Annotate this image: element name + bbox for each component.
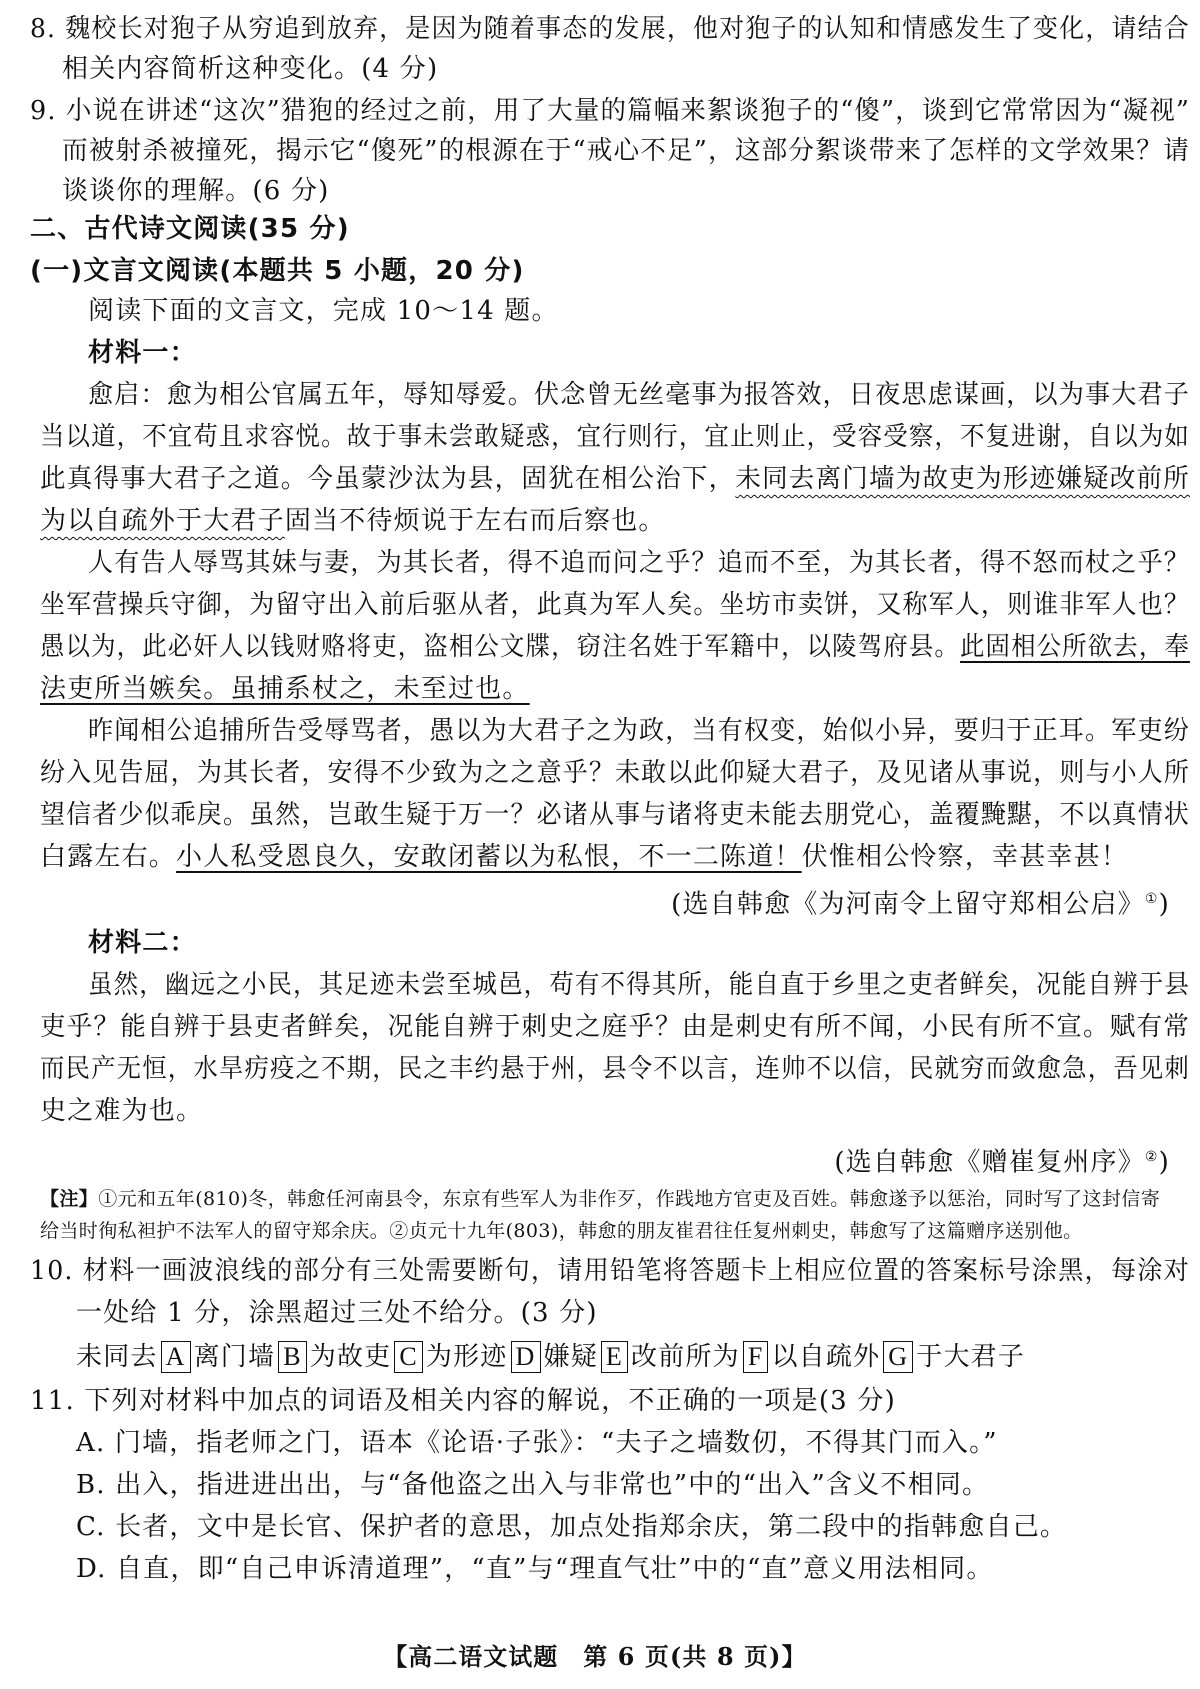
material-1-p1-line-1: 愈启：愈为相公官属五年，辱知辱爱。伏念曾无丝毫事为报答效，日夜思虑谋画，以为事大君子 [88,380,1190,410]
segment: 未同去 [76,1342,158,1372]
q10-answer-segments [76,1340,1025,1374]
material-1-p3-line-3: 望信者少似乖戾。虽然，岂敢生疑于万一？必诸从事与诸将吏未能去朋党心，盖覆黤黮，不以真情状 [40,800,1191,830]
note-label: 【注】 [40,1188,99,1210]
p3-line-4-plain-start: 白露左右。 [40,842,177,872]
answer-box-a[interactable]: A [161,1341,191,1373]
q10-line-2: 一处给 1 分，涂黑超过三处不给分。(3 分) [76,1298,598,1328]
wavy-underlined-passage-start: 未同去离门墙为故吏为形迹嫌疑改前所 [735,464,1190,494]
material-1-p2-line-1: 人有告人辱骂其妹与妻，为其长者，得不追而问之乎？追而不至，为其长者，得不怒而杖之乎？ [88,548,1190,578]
material-1-p1-line-2: 当以道，不宜苟且求容悦。故于事未尝敢疑惑，宜行则行，宜止则止，受容受察，不复进谢，自以为如 [40,422,1190,452]
note-text-1: ①元和五年(810)冬，韩愈任河南县令，东京有些军人为非作歹，作践地方官吏及百姓。韩愈遂予以惩治，同时写了这封信寄 [98,1188,1161,1210]
p2-line-3-plain: 愚以为，此必奸人以钱财赂将吏，盗相公文牒，窃注名姓于军籍中，以陵驾府县。 [40,632,960,662]
q11-option-d[interactable]: D. 自直，即“自己申诉清道理”，“直”与“理直气壮”中的“直”意义用法相同。 [76,1554,994,1584]
segment: 以自疏外 [771,1342,881,1372]
material-1-p3-line-2: 纷入见告屈，为其长者，安得不少致为之之意乎？未敢以此仰疑大君子，及见诸从事说，则与小人所 [40,758,1191,788]
note-line-2: 给当时徇私袒护不法军人的留守郑余庆。②贞元十九年(803)，韩愈的朋友崔君往任复州刺史，韩愈写了这篇赠序送别他。 [40,1220,1083,1242]
segment: 嫌疑 [543,1342,598,1372]
source-note-mark: ② [1144,1149,1159,1165]
underlined-sentence-1-start: 此固相公所欲去，奉 [959,632,1190,662]
material-2-line-4: 史之难为也。 [40,1096,204,1126]
q8-line-1: 8. 魏校长对狍子从穷追到放弃，是因为随着事态的发展，他对狍子的认知和情感发生了变化，请结合 [30,14,1190,44]
q11-option-c[interactable]: C. 长者，文中是长官、保护者的意思，加点处指郑余庆，第二段中的指韩愈自己。 [76,1512,1068,1542]
material-1-p2-line-4 [40,672,530,706]
page-footer: 【高二语文试题 第 6 页(共 8 页)】 [383,1642,807,1671]
source-title: (选自韩愈《为河南令上留守郑相公启》 [671,889,1145,920]
p1-line-4-plain: 固当不待烦说于左右而后察也。 [284,506,666,536]
answer-box-e[interactable]: E [601,1341,628,1373]
q10-line-1: 10. 材料一画波浪线的部分有三处需要断句，请用铅笔将答题卡上相应位置的答案标号涂黑，每涂对 [30,1256,1190,1286]
segment: 离门墙 [193,1342,276,1372]
instruction: 阅读下面的文言文，完成 10～14 题。 [88,296,559,326]
q11-stem: 11. 下列对材料中加点的词语及相关内容的解说，不正确的一项是(3 分) [30,1386,896,1416]
segment: 改前所为 [631,1342,740,1372]
segment: 为形迹 [425,1342,508,1372]
material-1-p1-line-4 [40,504,666,538]
material-1-p1-line-3 [40,462,1190,496]
q9-line-3: 谈谈你的理解。(6 分) [62,176,330,206]
material-2-line-1: 虽然，幽远之小民，其足迹未尝至城邑，苟有不得其所，能自直于乡里之吏者鲜矣，况能自辨于县 [88,970,1191,1000]
wavy-underlined-passage-end: 为以自疏外于大君子 [40,506,285,536]
material-1-source [671,882,1170,922]
answer-box-f[interactable]: F [743,1341,769,1373]
q9-line-1: 9. 小说在讲述“这次”猎狍的经过之前，用了大量的篇幅来絮谈狍子的“傻”，谈到它常常因为“凝视” [30,96,1191,126]
q11-option-a[interactable]: A. 门墙，指老师之门，语本《论语·子张》：“夫子之墙数仞，不得其门而入。” [76,1428,998,1458]
material-2-source [834,1140,1170,1180]
section-title: 二、古代诗文阅读(35 分) [30,214,350,244]
answer-box-g[interactable]: G [883,1341,913,1373]
q11-option-b[interactable]: B. 出入，指进进出出，与“备他盗之出入与非常也”中的“出入”含义不相同。 [76,1470,990,1500]
answer-box-c[interactable]: C [394,1341,423,1373]
q9-line-2: 而被射杀被撞死，揭示它“傻死”的根源在于“戒心不足”，这部分絮谈带来了怎样的文学效果？请 [62,136,1190,166]
p3-line-4-plain-end: 伏惟相公怜察，幸甚幸甚！ [801,842,1129,872]
note-line-1 [40,1186,1160,1212]
material-2-line-3: 而民产无恒，水旱疠疫之不期，民之丰约悬于州，县令不以言，连帅不以信，民就穷而敛愈急，吾见刺 [40,1054,1190,1084]
q8-line-2: 相关内容简析这种变化。(4 分) [62,54,439,84]
material-2-label: 材料二： [88,928,197,958]
material-1-p2-line-2: 坐军营操兵守御，为留守出入前后驱从者，此真为军人矣。坐坊市卖饼，又称军人，则谁非军人也？ [40,590,1191,620]
underlined-sentence-2: 小人私受恩良久，安敢闭蓄以为私恨，不一二陈道！ [176,842,802,872]
source-note-mark: ① [1144,891,1159,907]
material-1-p3-line-1: 昨闻相公追捕所告受辱骂者，愚以为大君子之为政，当有权变，始似小异，要归于正耳。军吏纷 [88,716,1190,746]
source-title: (选自韩愈《赠崔复州序》 [834,1147,1145,1178]
section-subtitle: (一)文言文阅读(本题共 5 小题，20 分) [30,256,525,286]
p1-line-3-plain: 此真得事大君子之道。今虽蒙沙汰为县，固犹在相公治下， [40,464,736,494]
segment: 于大君子 [916,1342,1026,1372]
underlined-sentence-1-end: 法吏所当嫉矣。虽捕系杖之，未至过也。 [40,674,530,704]
material-1-label: 材料一： [88,338,197,368]
source-close: ) [1158,1147,1170,1178]
answer-box-d[interactable]: D [511,1341,541,1373]
material-1-p3-line-4 [40,840,1128,874]
segment: 为故吏 [309,1342,392,1372]
material-2-line-2: 吏乎？能自辨于县吏者鲜矣，况能自辨于刺史之庭乎？由是刺史有所不闻，小民有所不宣。赋有常 [40,1012,1190,1042]
material-1-p2-line-3 [40,630,1190,664]
source-close: ) [1158,889,1170,920]
answer-box-b[interactable]: B [278,1341,307,1373]
